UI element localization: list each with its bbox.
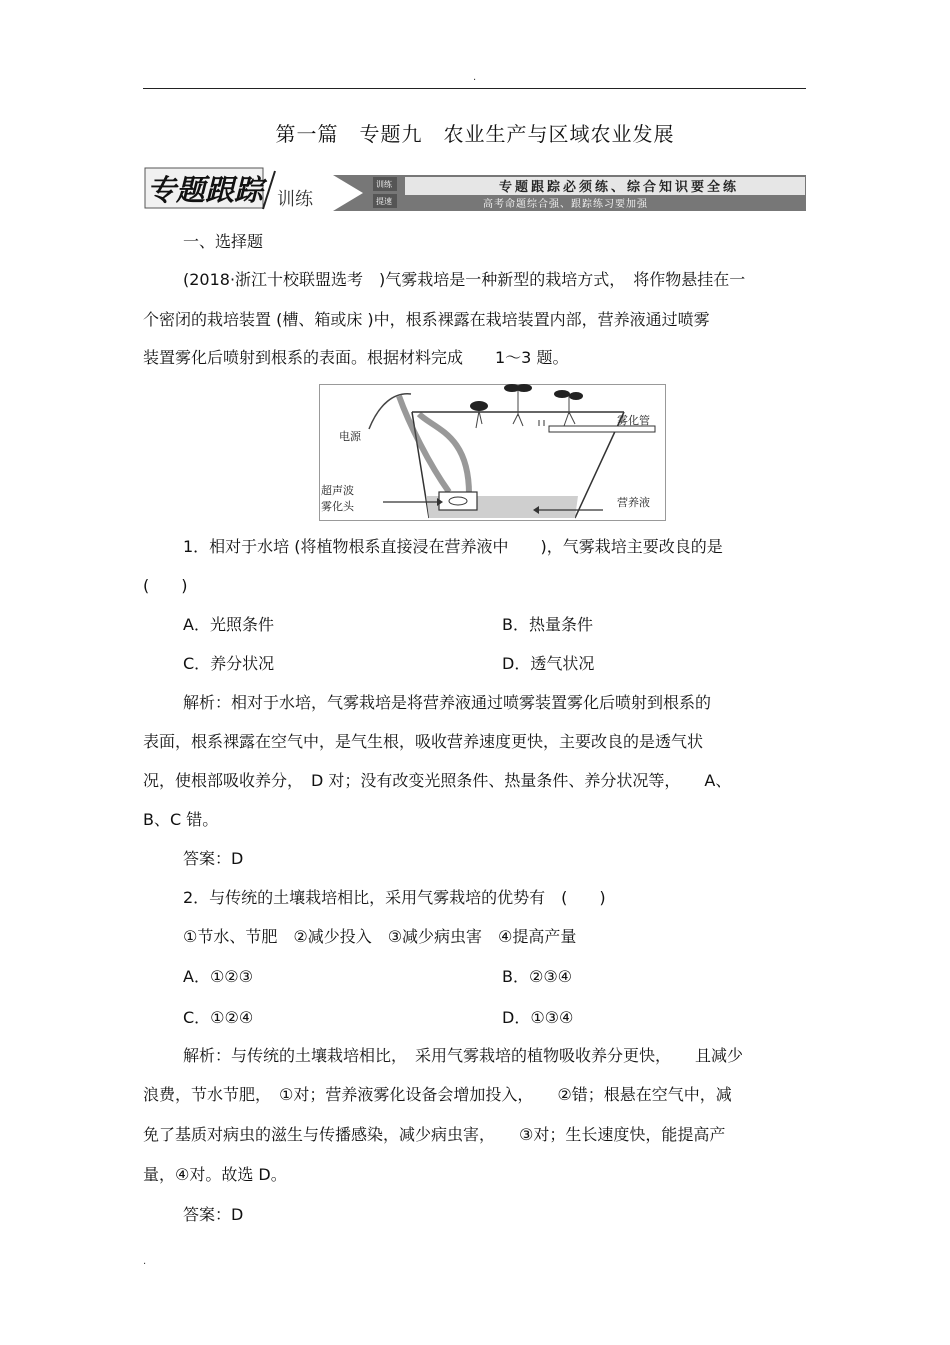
intro-line-1: (2018·浙江十校联盟选考 )气雾栽培是一种新型的栽培方式， 将作物悬挂在一	[183, 270, 746, 289]
label-head-1: 超声波	[321, 484, 354, 497]
page-title: 第一篇 专题九 农业生产与区域农业发展	[275, 122, 675, 146]
q1-analysis-line-4: B、C 错。	[143, 810, 219, 829]
q2-analysis-line-1: 解析：与传统的土壤栽培相比， 采用气雾栽培的植物吸收养分更快， 且减少	[183, 1046, 744, 1065]
q1-option-b: B．热量条件	[502, 615, 593, 634]
q1-option-d: D．透气状况	[502, 654, 595, 673]
q2-analysis-line-4: 量，④对。故选 D。	[143, 1165, 287, 1184]
banner-small-text: 训练	[277, 189, 313, 210]
banner-slogan: 专题跟踪必须练、综合知识要全练	[499, 180, 740, 195]
label-power: 电源	[339, 430, 361, 443]
intro-line-2: 个密闭的栽培装置 (槽、箱或床 )中，根系裸露在栽培装置内部，营养液通过喷雾	[143, 310, 710, 329]
q2-stem: 2．与传统的土壤栽培相比，采用气雾栽培的优势有 ( )	[183, 888, 606, 907]
banner-subslogan: 高考命题综合强、跟踪练习要加强	[483, 199, 648, 210]
q2-option-b: B．②③④	[502, 967, 573, 986]
q1-stem-line-1: 1．相对于水培 (将植物根系直接浸在营养液中 )，气雾栽培主要改良的是	[183, 537, 723, 556]
q1-option-a: A．光照条件	[183, 615, 274, 634]
q2-items: ①节水、节肥 ②减少投入 ③减少病虫害 ④提高产量	[183, 927, 577, 946]
q1-analysis-line-1: 解析：相对于水培，气雾栽培是将营养液通过喷雾装置雾化后喷射到根系的	[183, 693, 712, 712]
aeroponics-figure	[319, 384, 666, 521]
q2-analysis-line-3: 免了基质对病虫的滋生与传播感染，减少病虫害， ③对；生长速度快，能提高产	[143, 1125, 726, 1144]
q2-option-c: C．①②④	[183, 1008, 254, 1027]
q1-answer: 答案：D	[183, 849, 244, 868]
banner-box-bottom: 提速	[376, 197, 392, 206]
label-nutrient: 营养液	[617, 496, 650, 509]
intro-line-3: 装置雾化后喷射到根系的表面。根据材料完成 1～3 题。	[143, 348, 569, 367]
q1-analysis-line-2: 表面，根系裸露在空气中，是气生根，吸收营养速度更快，主要改良的是透气状	[143, 732, 704, 751]
label-head-2: 雾化头	[321, 500, 354, 513]
header-dot: .	[473, 72, 477, 83]
footer-dot: .	[143, 1256, 147, 1267]
q2-analysis-line-2: 浪费，节水节肥， ①对；营养液雾化设备会增加投入， ②错；根悬在空气中，减	[143, 1085, 732, 1104]
label-tube: 雾化管	[617, 414, 650, 427]
aeroponics-diagram	[319, 384, 666, 521]
q1-analysis-line-3: 况，使根部吸收养分， D 对；没有改变光照条件、热量条件、养分状况等， A、	[143, 771, 732, 790]
q2-option-a: A．①②③	[183, 967, 253, 986]
banner-box-top: 训练	[376, 180, 392, 189]
banner-big-text: 专题跟踪	[147, 173, 264, 207]
q2-option-d: D．①③④	[502, 1008, 574, 1027]
header-rule	[143, 88, 806, 89]
banner-graphic	[143, 167, 806, 212]
section-banner	[143, 167, 806, 212]
section-heading: 一、选择题	[183, 232, 264, 251]
q1-stem-line-2: ( )	[143, 576, 188, 595]
q1-option-c: C．养分状况	[183, 654, 275, 673]
q2-answer: 答案：D	[183, 1205, 244, 1224]
